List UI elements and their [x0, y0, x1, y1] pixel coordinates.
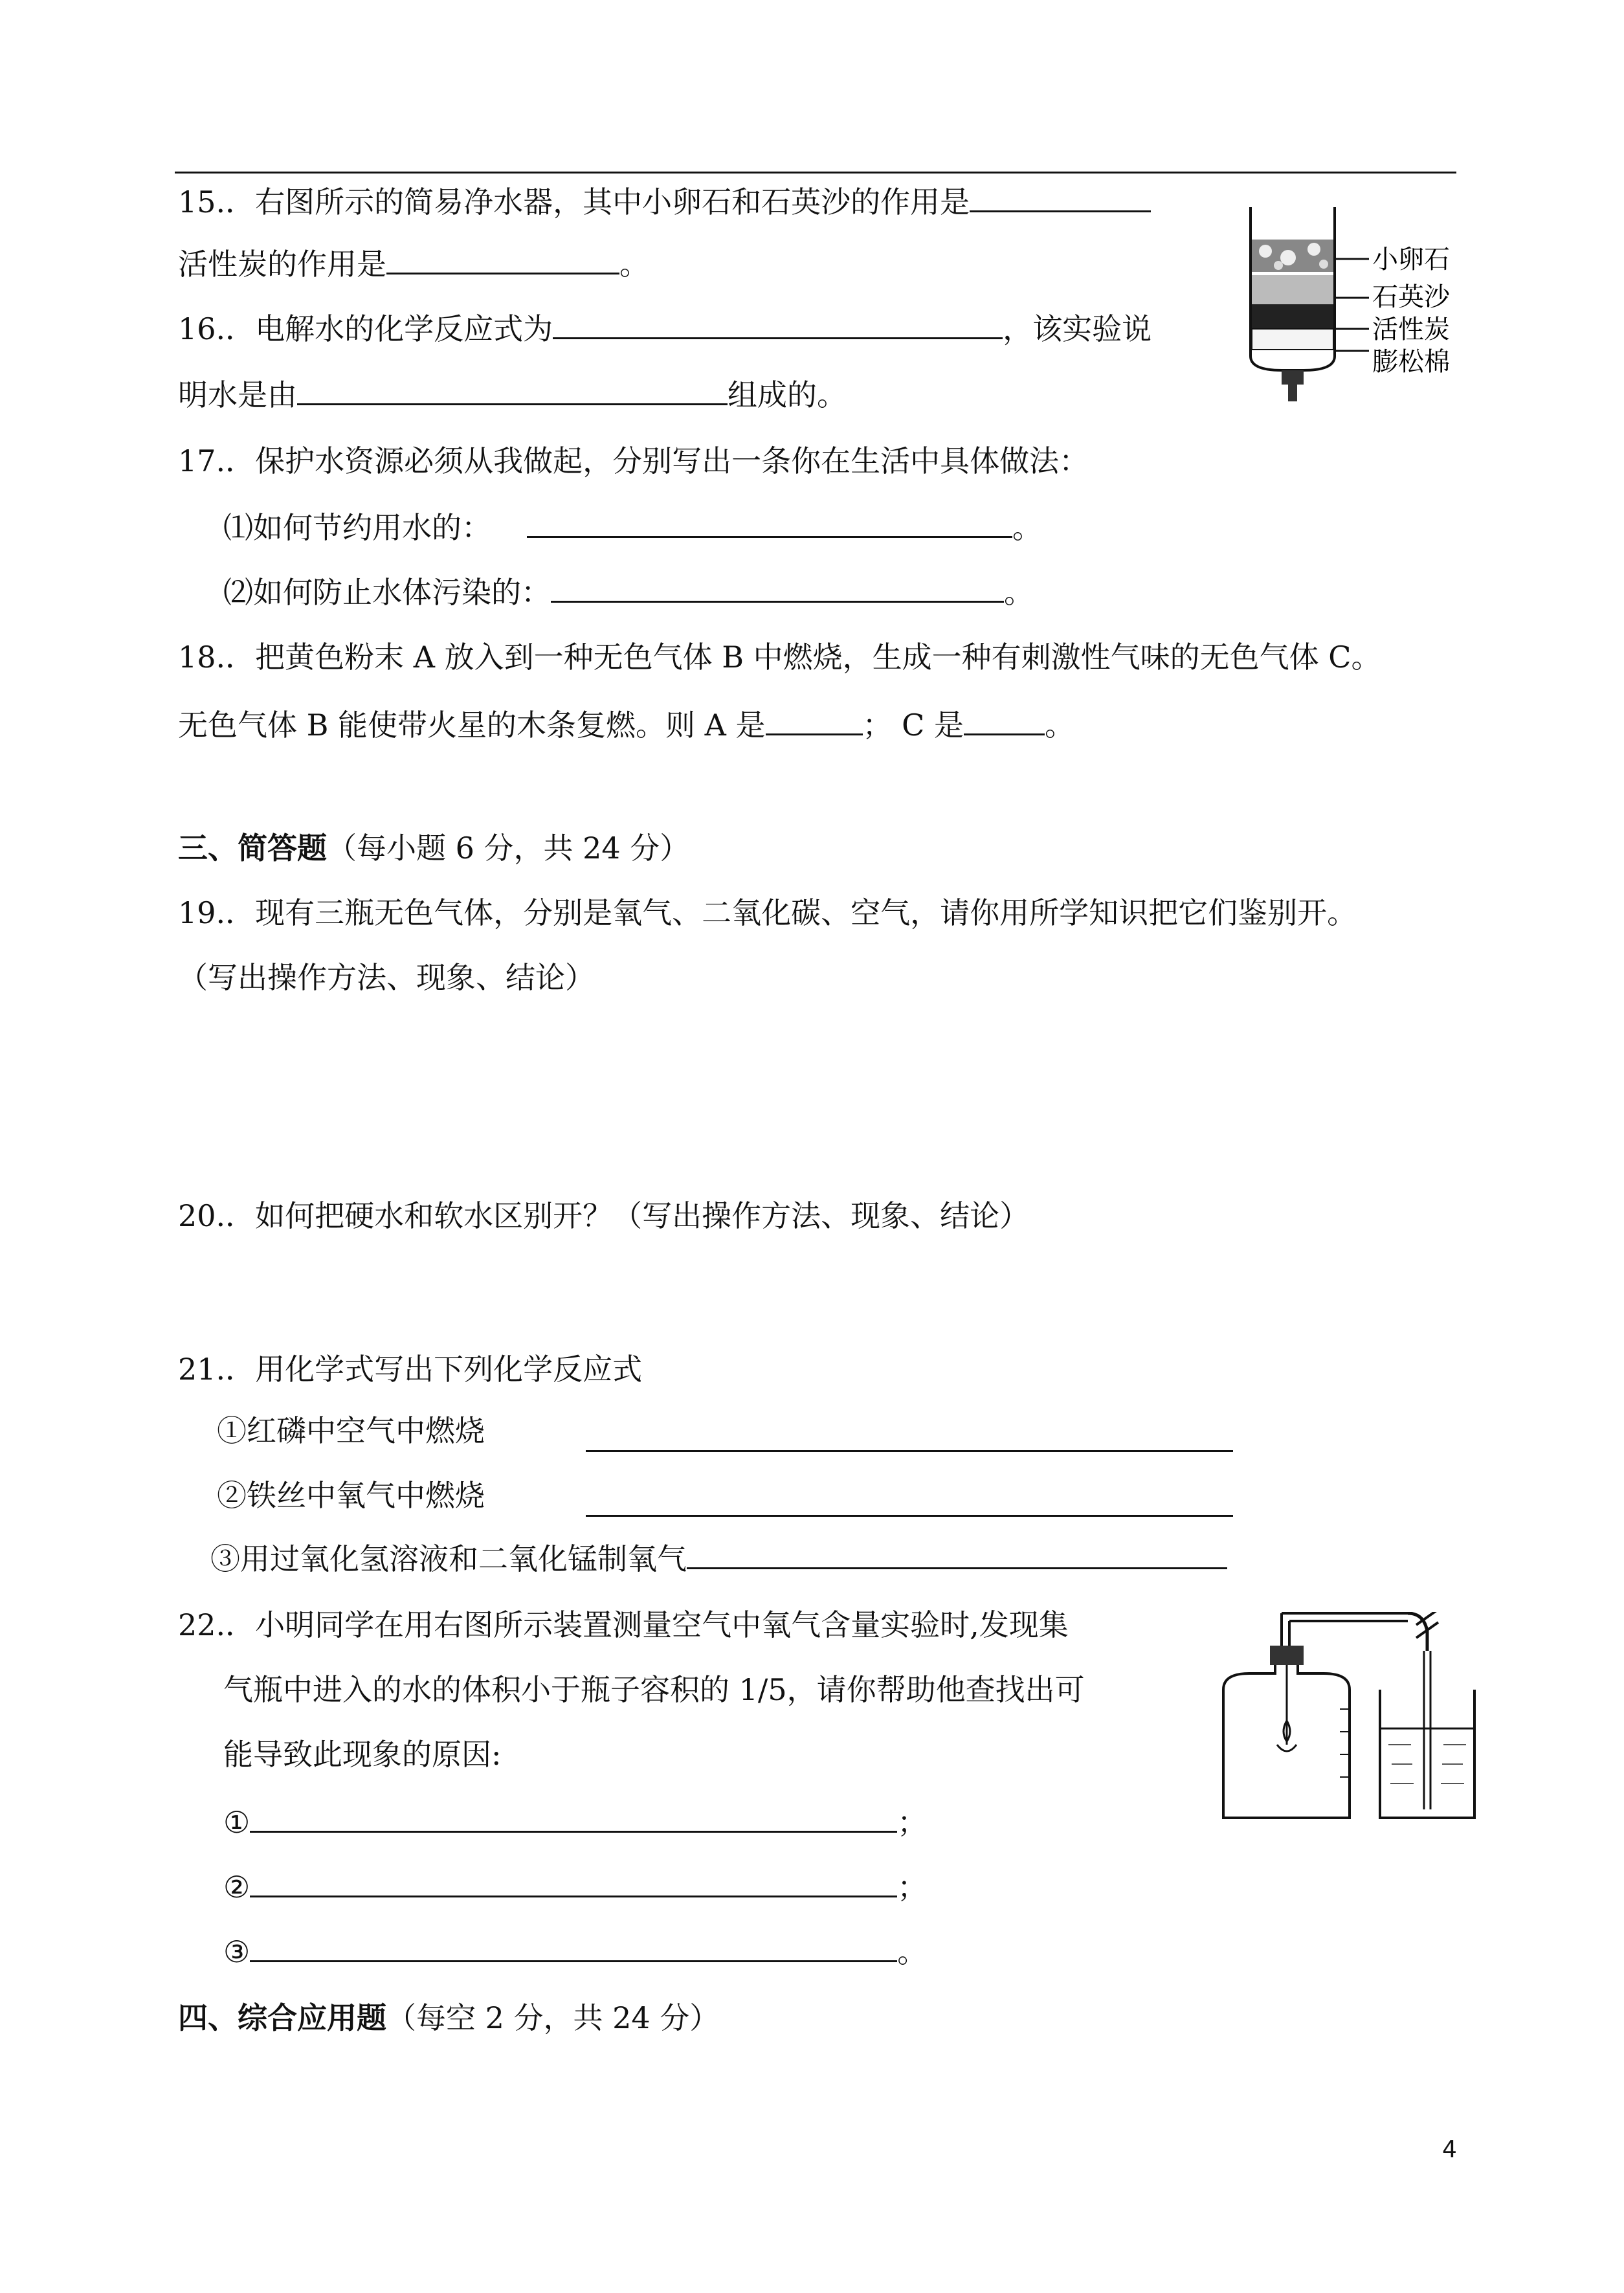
q21-item1: ①红磷中空气中燃烧 — [217, 1413, 485, 1448]
section4-title: 四、综合应用题 — [178, 2000, 386, 2035]
section3-note: （每小题 6 分，共 24 分） — [327, 831, 690, 866]
q17-item2-text: ⑵如何防止水体污染的： — [223, 575, 551, 610]
q22-blank-2[interactable] — [250, 1870, 897, 1897]
label-cotton: 膨松棉 — [1372, 347, 1450, 377]
q15-line2-end: 。 — [619, 247, 649, 282]
q22-answer-3 — [223, 1932, 927, 1971]
q17-item1-end: 。 — [1012, 510, 1042, 545]
water-filter-figure — [1243, 201, 1482, 421]
q22-line2: 气瓶中进入的水的体积小于瓶子容积的 1/5，请你帮助他查找出可 — [223, 1672, 1085, 1707]
q22-end2: ； — [897, 1870, 928, 1905]
q18-line2-text: 无色气体 B 能使带火星的木条复燃。则 A 是 — [178, 708, 766, 743]
q16-text-end: ，该实验说 — [1003, 311, 1152, 346]
label-carbon: 活性炭 — [1372, 315, 1450, 344]
q22-end3: 。 — [897, 1934, 928, 1969]
section4-note: （每空 2 分，共 24 分） — [386, 2000, 720, 2035]
q22-answer-2 — [223, 1868, 927, 1907]
q21-blank-1[interactable] — [586, 1424, 1233, 1452]
section4-heading — [178, 1998, 719, 2037]
label-sand: 石英沙 — [1372, 282, 1450, 312]
q16-line1 — [178, 309, 1151, 348]
q18-blank-a[interactable] — [766, 708, 863, 735]
q17-item2-end: 。 — [1004, 575, 1034, 610]
q21-item3 — [210, 1539, 1227, 1578]
q22-blank-1[interactable] — [250, 1805, 897, 1833]
q18-blank-c[interactable] — [964, 708, 1045, 735]
q21-blank-3[interactable] — [687, 1541, 1227, 1569]
q22-line1: 22.．小明同学在用右图所示装置测量空气中氧气含量实验时,发现集 — [178, 1607, 1069, 1642]
section3-heading — [178, 829, 689, 867]
q16-text: 16.．电解水的化学反应式为 — [178, 311, 553, 346]
q21-item3-text: ③用过氧化氢溶液和二氧化锰制氧气 — [210, 1541, 687, 1576]
section3-title: 三、简答题 — [178, 831, 327, 866]
beaker — [1380, 1690, 1474, 1818]
q21-item2: ②铁丝中氧气中燃烧 — [217, 1478, 485, 1513]
stopper — [1270, 1646, 1304, 1665]
q18-line2 — [178, 706, 1074, 744]
q17-item1-text: ⑴如何节约用水的： — [223, 510, 491, 545]
q20-line1: 20.．如何把硬水和软水区别开？（写出操作方法、现象、结论） — [178, 1198, 1030, 1233]
q16-line2-end: 组成的。 — [728, 377, 847, 412]
q21-stem: 21.．用化学式写出下列化学反应式 — [178, 1352, 643, 1387]
q22-blank-3[interactable] — [250, 1934, 897, 1962]
q17-blank-2[interactable] — [551, 575, 1004, 603]
q18-line2-mid: ； C 是 — [862, 708, 964, 743]
carbon-layer — [1252, 304, 1333, 329]
sand-layer — [1252, 275, 1333, 304]
q15-blank-2[interactable] — [386, 247, 619, 274]
q15-line1 — [178, 183, 1151, 221]
q15-text: 15.．右图所示的简易净水器，其中小卵石和石英沙的作用是 — [178, 185, 970, 219]
q15-line2-text: 活性炭的作用是 — [178, 247, 386, 282]
q22-line3: 能导致此现象的原因: — [223, 1737, 502, 1772]
q22-end1: ； — [897, 1805, 928, 1840]
q17-blank-1[interactable] — [527, 510, 1012, 538]
q17-item2 — [223, 573, 1034, 612]
q19-line2: （写出操作方法、现象、结论） — [178, 960, 595, 995]
q18-line2-end: 。 — [1044, 708, 1074, 743]
q17-item1 — [223, 508, 1042, 547]
q22-mark1: ① — [223, 1805, 250, 1840]
oxygen-apparatus-figure — [1210, 1612, 1482, 1826]
header-rule — [175, 172, 1456, 173]
q17-stem: 17.．保护水资源必须从我做起，分别写出一条你在生活中具体做法： — [178, 443, 1089, 478]
label-pebble: 小卵石 — [1372, 245, 1450, 274]
q16-line2-text: 明水是由 — [178, 377, 297, 412]
q22-mark2: ② — [223, 1870, 250, 1905]
q22-mark3: ③ — [223, 1934, 250, 1969]
q15-blank-1[interactable] — [970, 185, 1151, 212]
q15-line2 — [178, 245, 649, 284]
q22-answer-1 — [223, 1803, 927, 1842]
q16-line2 — [178, 375, 847, 414]
page-number: 4 — [1442, 2136, 1457, 2163]
q19-line1: 19.．现有三瓶无色气体，分别是氧气、二氧化碳、空气，请你用所学知识把它们鉴别开。 — [178, 895, 1357, 930]
q21-blank-2[interactable] — [586, 1489, 1233, 1517]
q18-line1: 18.．把黄色粉末 A 放入到一种无色气体 B 中燃烧，生成一种有刺激性气味的无色气体 C。 — [178, 640, 1381, 675]
cotton-layer — [1252, 329, 1333, 350]
q16-blank-2[interactable] — [297, 377, 728, 405]
q16-blank-1[interactable] — [553, 311, 1003, 339]
